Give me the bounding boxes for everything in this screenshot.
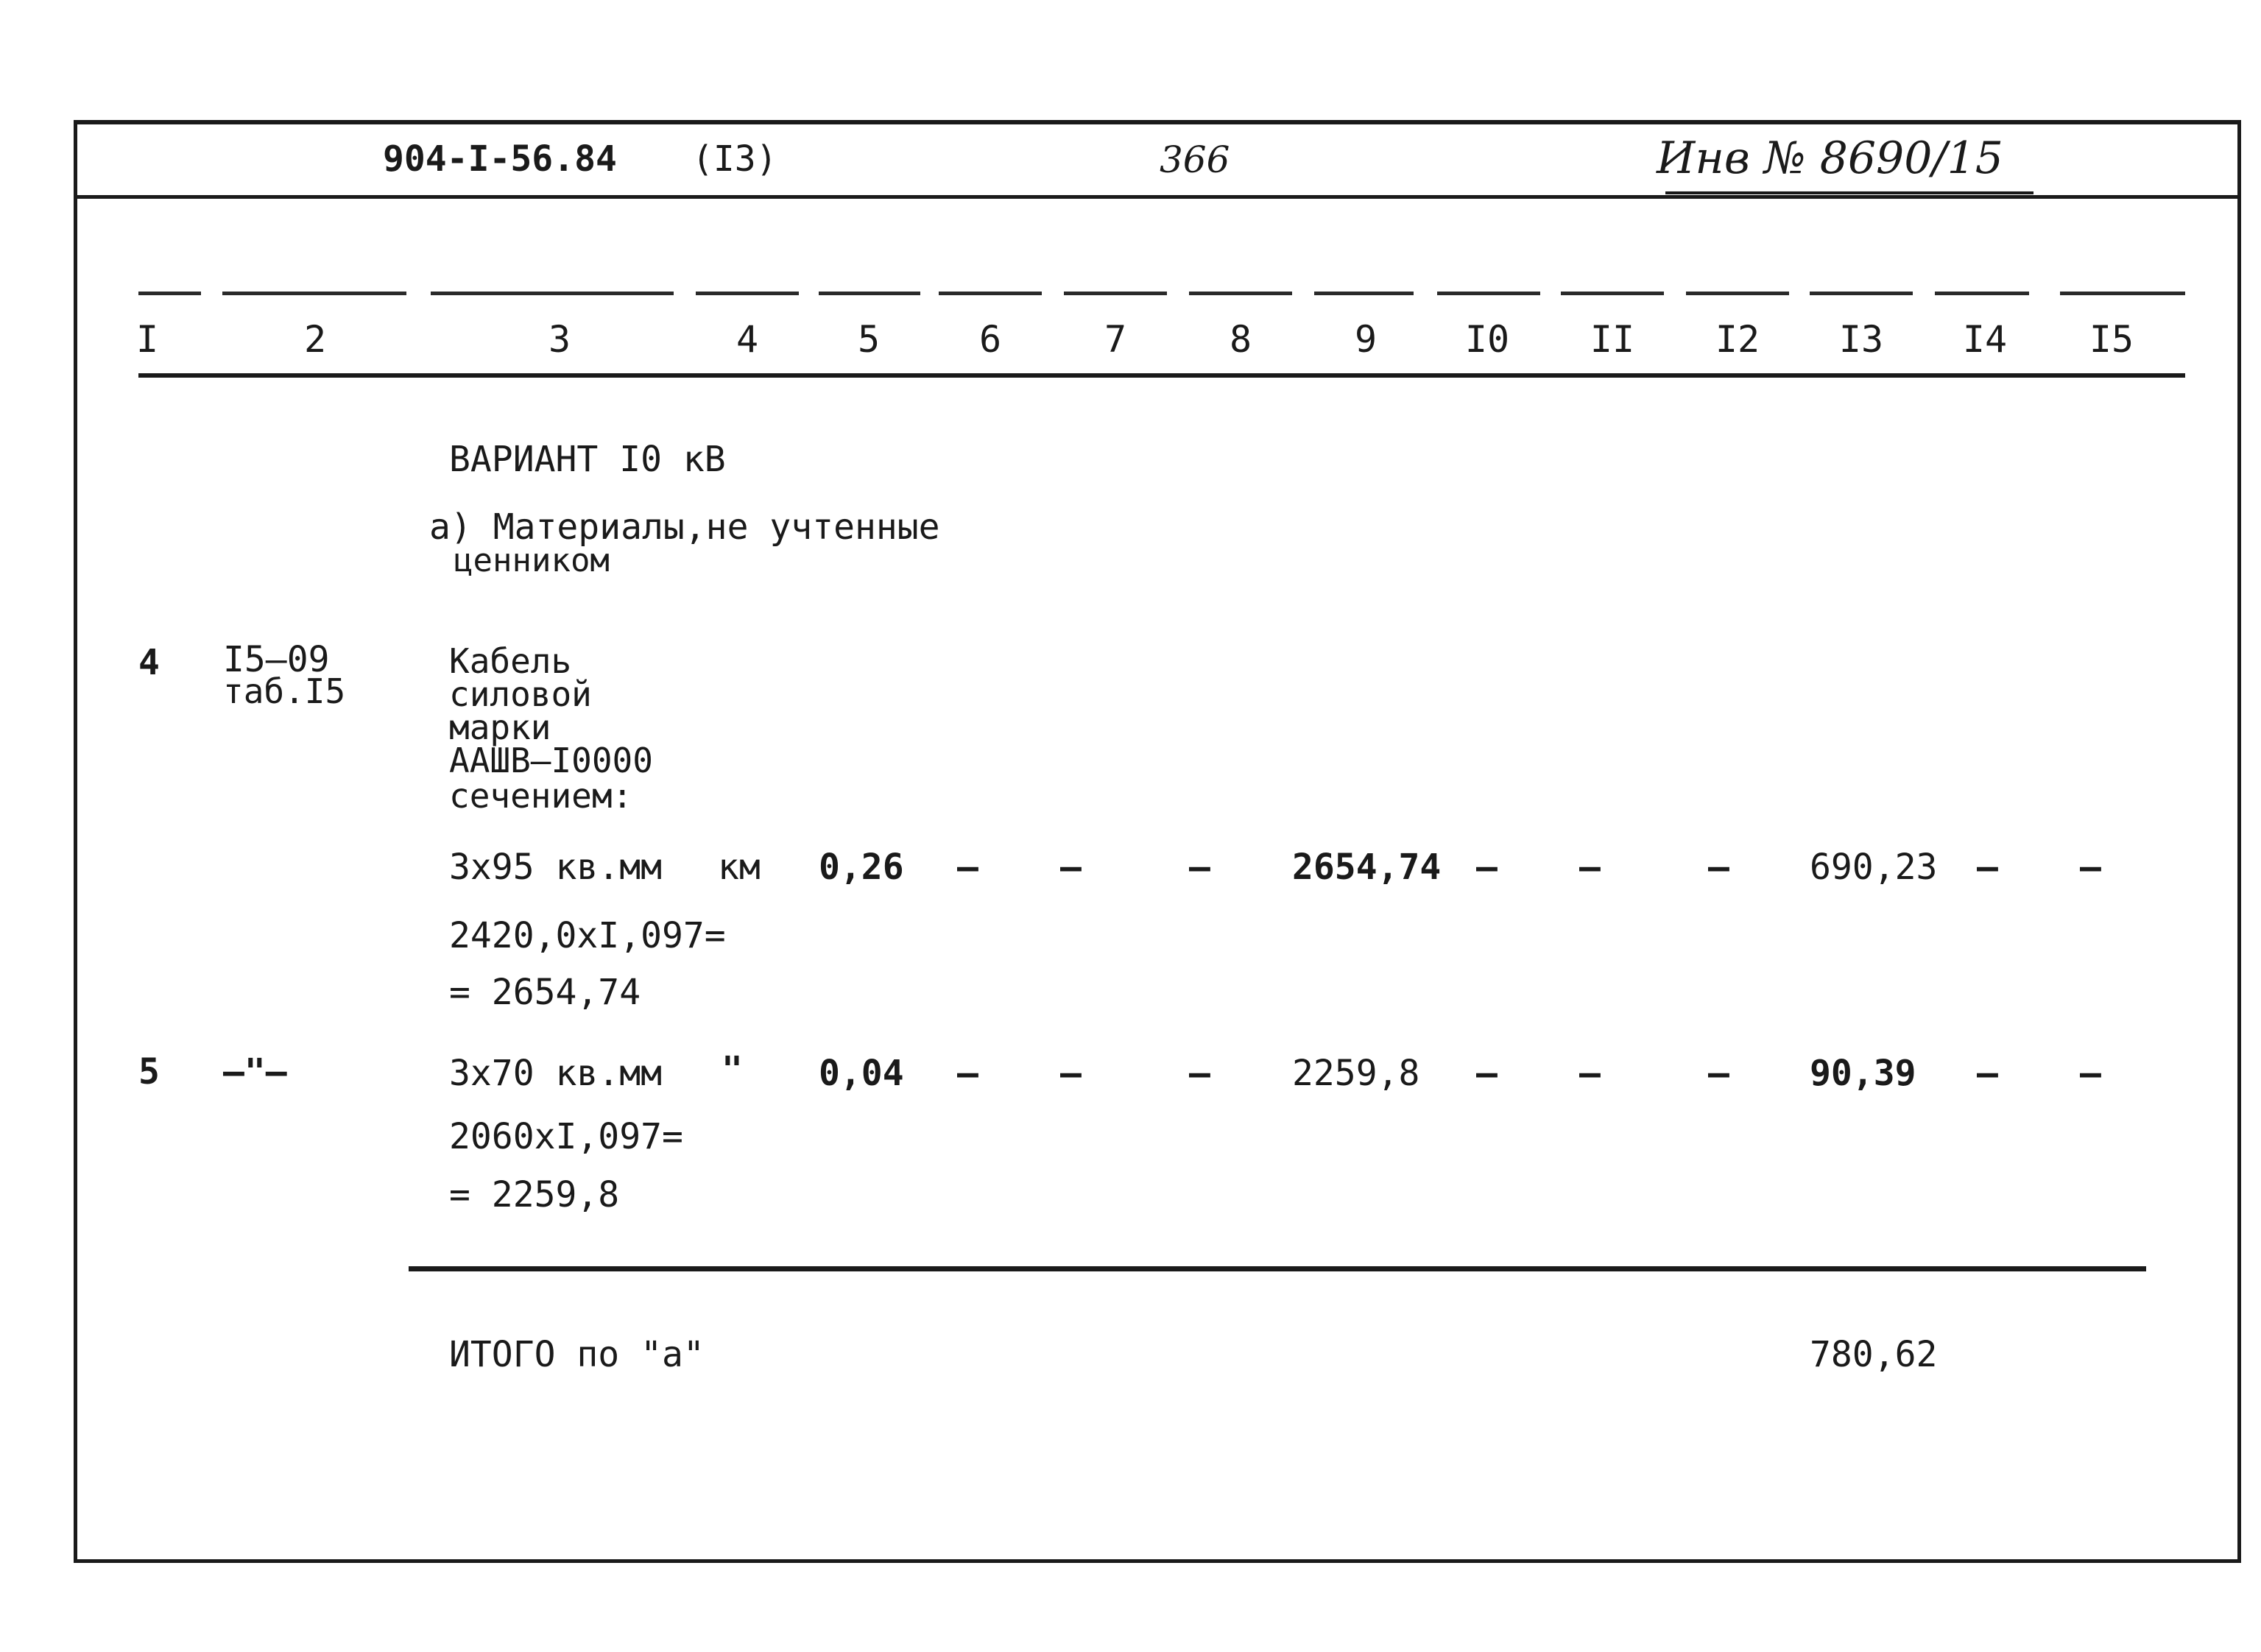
col-dash-14	[1935, 292, 2029, 295]
col-dash-6	[939, 292, 1042, 295]
c14-3x95: –	[1977, 847, 1998, 888]
col-dash-8	[1189, 292, 1292, 295]
c6-3x70: –	[957, 1053, 978, 1094]
qty-3x95: 0,26	[819, 847, 904, 888]
col-dash-10	[1437, 292, 1540, 295]
calc-3x70-2: = 2259,8	[449, 1174, 620, 1215]
col-dash-15	[2060, 292, 2185, 295]
col-header-6: 6	[978, 318, 1002, 361]
col-header-15: I5	[2089, 318, 2134, 361]
col-dash-13	[1810, 292, 1913, 295]
col-header-13: I3	[1838, 318, 1884, 361]
total-3x70: 90,39	[1810, 1053, 1916, 1094]
calc-3x70-1: 2060xI,097=	[449, 1116, 683, 1157]
section-subtitle-2: ценником	[454, 542, 610, 579]
c10-3x70: –	[1476, 1053, 1498, 1094]
total-rule	[409, 1266, 2146, 1271]
col-header-8: 8	[1229, 318, 1252, 361]
inventory-underline	[1665, 191, 2034, 194]
row-4-desc-4: ААШВ–I0000	[449, 741, 653, 780]
col-dash-5	[819, 292, 920, 295]
page-number: 366	[1160, 138, 1230, 181]
row-4-desc-3: марки	[449, 707, 551, 747]
col-header-10: I0	[1464, 318, 1510, 361]
unit-3x70: "	[722, 1049, 743, 1090]
c11-3x70: –	[1579, 1053, 1601, 1094]
c12-3x95: –	[1708, 847, 1729, 888]
columns-rule	[138, 373, 2185, 378]
col-dash-9	[1314, 292, 1414, 295]
qty-3x70: 0,04	[819, 1053, 904, 1094]
total-label: ИТОГО по "а"	[449, 1334, 705, 1375]
spec-3x70: 3x70 кв.мм	[449, 1053, 662, 1094]
col-header-2: 2	[303, 318, 327, 361]
c7-3x70: –	[1060, 1053, 1082, 1094]
row-4-desc-5: сечением:	[449, 776, 633, 816]
col-header-9: 9	[1354, 318, 1378, 361]
section-subtitle-1: а) Материалы,не учтенные	[429, 506, 940, 548]
c12-3x70: –	[1708, 1053, 1729, 1094]
col-header-3: 3	[548, 318, 571, 361]
c8-3x70: –	[1189, 1053, 1210, 1094]
c15-3x70: –	[2080, 1053, 2101, 1094]
col-dash-3	[431, 292, 674, 295]
col-dash-4	[696, 292, 799, 295]
row-4-ref-1: I5–09	[223, 639, 330, 680]
sheet-ref: (I3)	[692, 138, 777, 180]
section-title: ВАРИАНТ I0 кВ	[449, 439, 726, 480]
col-dash-2	[222, 292, 406, 295]
c15-3x95: –	[2080, 847, 2101, 888]
col-dash-1	[138, 292, 201, 295]
row-5-number: 5	[138, 1051, 160, 1092]
calc-3x95-2: = 2654,74	[449, 972, 641, 1013]
row-4-ref-2: таб.I5	[223, 671, 346, 711]
c10-3x95: –	[1476, 847, 1498, 888]
header-divider	[77, 195, 2237, 199]
col-dash-7	[1064, 292, 1167, 295]
calc-3x95-1: 2420,0xI,097=	[449, 915, 726, 956]
unit-3x95: км	[718, 847, 761, 888]
row-4-number: 4	[138, 642, 160, 683]
doc-code: 904-I-56.84	[383, 138, 617, 180]
inventory-number: Инв № 8690/15	[1657, 133, 2003, 184]
col-dash-12	[1686, 292, 1789, 295]
row-5-ref: –"–	[223, 1051, 287, 1092]
row-4-desc-2: силовой	[449, 674, 592, 714]
col-header-11: II	[1590, 318, 1635, 361]
col-dash-11	[1561, 292, 1664, 295]
col-header-5: 5	[857, 318, 881, 361]
c7-3x95: –	[1060, 847, 1082, 888]
col-header-12: I2	[1715, 318, 1760, 361]
col-header-14: I4	[1962, 318, 2008, 361]
total-3x95: 690,23	[1810, 847, 1938, 888]
col-header-1: I	[135, 318, 159, 361]
c6-3x95: –	[957, 847, 978, 888]
c11-3x95: –	[1579, 847, 1601, 888]
col-header-7: 7	[1104, 318, 1127, 361]
price-3x95: 2654,74	[1292, 847, 1442, 888]
spec-3x95: 3x95 кв.мм	[449, 847, 662, 888]
row-4-desc-1: Кабель	[449, 641, 572, 681]
col-header-4: 4	[736, 318, 759, 361]
price-3x70: 2259,8	[1292, 1053, 1420, 1094]
total-value: 780,62	[1810, 1334, 1938, 1375]
c14-3x70: –	[1977, 1053, 1998, 1094]
c8-3x95: –	[1189, 847, 1210, 888]
